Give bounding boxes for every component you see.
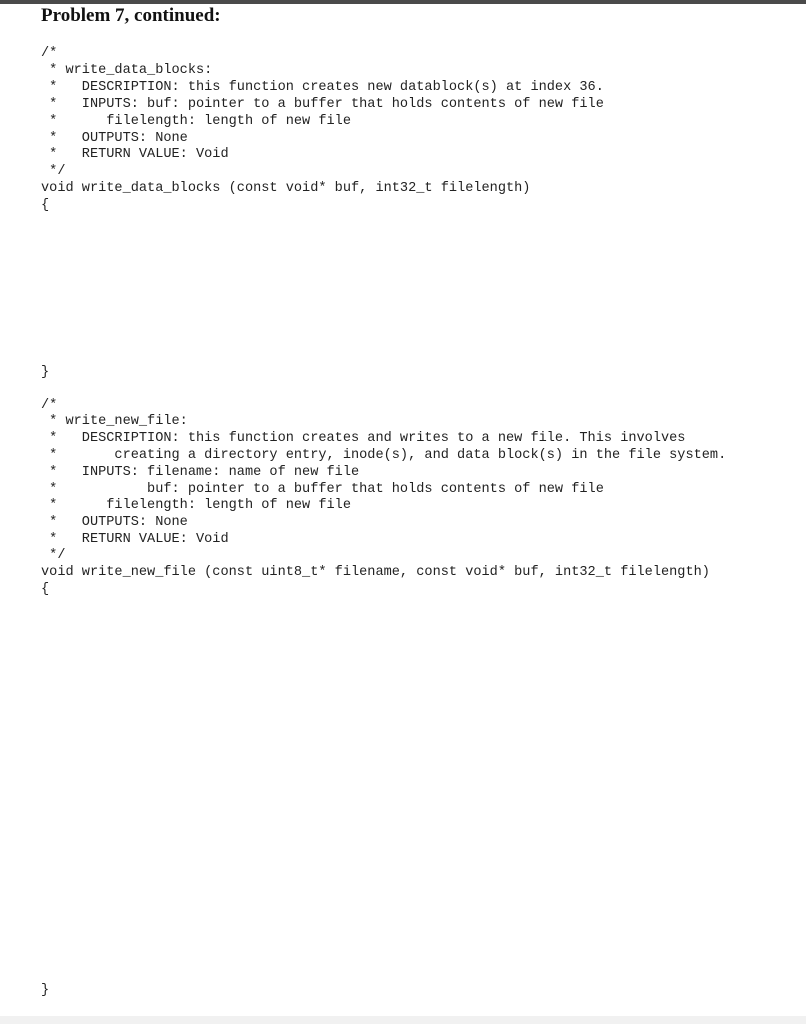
page-title: Problem 7, continued: [41, 5, 221, 26]
close-brace: } [41, 365, 50, 380]
comment-line: * filelength: length of new file [41, 114, 351, 129]
function-signature: void write_data_blocks (const void* buf, int32_t filelength) [41, 181, 531, 196]
comment-line: * DESCRIPTION: this function creates new datablock(s) at index 36. [41, 80, 604, 95]
comment-line: /* [41, 398, 58, 413]
comment-line: */ [41, 164, 66, 179]
comment-line: /* [41, 46, 58, 61]
comment-line: * OUTPUTS: None [41, 515, 188, 530]
answer-space [41, 600, 761, 975]
open-brace: { [41, 198, 50, 213]
answer-space [41, 215, 761, 360]
open-brace: { [41, 582, 50, 597]
comment-line: * filelength: length of new file [41, 498, 351, 513]
comment-line: * creating a directory entry, inode(s), and data block(s) in the file system. [41, 448, 727, 463]
comment-line: * DESCRIPTION: this function creates and writes to a new file. This involves [41, 431, 686, 446]
comment-line: * INPUTS: buf: pointer to a buffer that holds contents of new file [41, 97, 604, 112]
comment-line: */ [41, 548, 66, 563]
close-brace: } [41, 983, 50, 998]
comment-line: * OUTPUTS: None [41, 131, 188, 146]
function-signature: void write_new_file (const uint8_t* filename, const void* buf, int32_t filelength) [41, 565, 710, 580]
top-border [0, 0, 806, 4]
comment-line: * INPUTS: filename: name of new file [41, 465, 360, 480]
bottom-border [0, 1016, 806, 1024]
comment-line: * write_data_blocks: [41, 63, 213, 78]
comment-line: * write_new_file: [41, 414, 188, 429]
comment-line: * buf: pointer to a buffer that holds contents of new file [41, 482, 604, 497]
comment-line: * RETURN VALUE: Void [41, 532, 229, 547]
comment-line: * RETURN VALUE: Void [41, 147, 229, 162]
